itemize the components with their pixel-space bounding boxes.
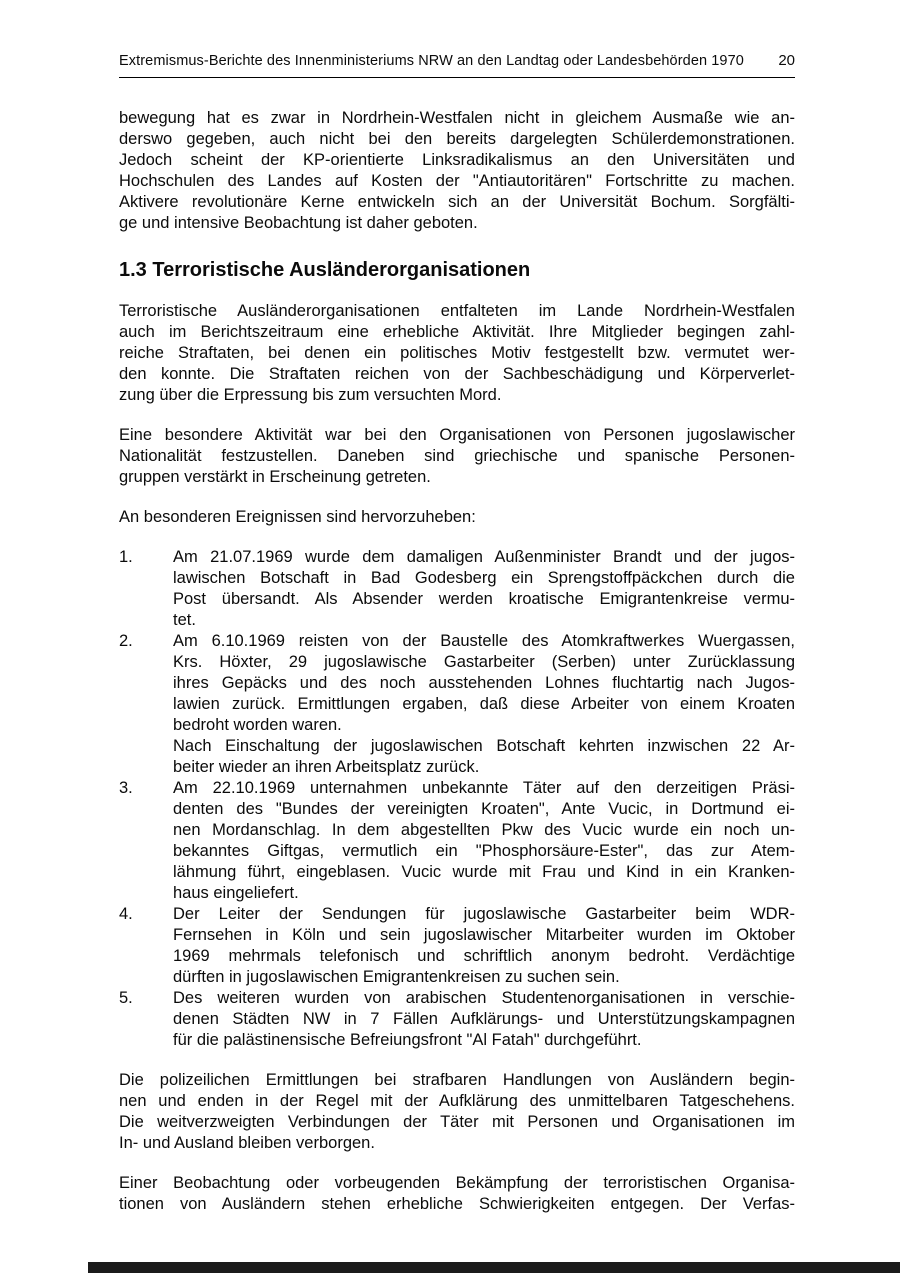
list-item	[119, 631, 795, 778]
body-paragraph	[119, 301, 795, 406]
text-line: Terroristische Ausländerorganisationen entfalteten im Lande Nordrhein-Westfalen	[119, 302, 795, 320]
list-item-text	[173, 631, 795, 778]
list-item-number: 5.	[119, 989, 133, 1007]
body-paragraph	[119, 108, 795, 234]
text-line: nen und enden in der Regel mit der Aufklärung des unmittelbaren Tatgeschehens.	[119, 1092, 795, 1110]
text-line: auch im Berichtszeitraum eine erhebliche Aktivität. Ihre Mitglieder begingen zahl-	[119, 323, 795, 341]
text-line: den konnte. Die Straftaten reichen von der Sachbeschädigung und Körperverlet-	[119, 365, 795, 383]
text-line: Post übersandt. Als Absender werden kroatische Emigrantenkreise vermu-	[173, 590, 795, 608]
text-line: bedroht worden waren.	[173, 716, 342, 734]
list-item	[119, 778, 795, 904]
text-line: derswo gegeben, auch nicht bei den bereits dargelegten Schülerdemonstrationen.	[119, 130, 795, 148]
body-paragraph	[119, 1173, 795, 1215]
text-line: Krs. Höxter, 29 jugoslawische Gastarbeiter (Serben) unter Zurücklassung	[173, 653, 795, 671]
list-item	[119, 904, 795, 988]
text-line: Am 6.10.1969 reisten von der Baustelle des Atomkraftwerkes Wuergassen,	[173, 632, 795, 650]
text-line: ihres Gepäcks und des noch ausstehenden Lohnes fluchtartig nach Jugos-	[173, 674, 795, 692]
list-item-text	[173, 547, 795, 631]
list-item-text	[173, 904, 795, 988]
list-item	[119, 547, 795, 631]
section-heading: 1.3 Terroristische Ausländerorganisationen	[119, 259, 531, 281]
text-line: denten des "Bundes der vereinigten Kroaten", Ante Vucic, in Dortmund ei-	[173, 800, 795, 818]
text-line: Jedoch scheint der KP-orientierte Linksradikalismus an den Universitäten und	[119, 151, 795, 169]
text-line: haus eingeliefert.	[173, 884, 299, 902]
body-paragraph	[119, 425, 795, 488]
text-line: Nach Einschaltung der jugoslawischen Botschaft kehrten inzwischen 22 Ar-	[173, 737, 795, 755]
list-item-number: 2.	[119, 632, 133, 650]
text-line: Fernsehen in Köln und sein jugoslawischer Mitarbeiter wurden im Oktober	[173, 926, 795, 944]
list-item-text	[173, 988, 795, 1051]
text-line: Die weitverzweigten Verbindungen der Täter mit Personen und Organisationen im	[119, 1113, 795, 1131]
text-line: lähmung führt, eingeblasen. Vucic wurde mit Frau und Kind in ein Kranken-	[173, 863, 795, 881]
text-line: Eine besondere Aktivität war bei den Organisationen von Personen jugoslawischer	[119, 426, 795, 444]
list-item-number: 4.	[119, 905, 133, 923]
text-line: dürften in jugoslawischen Emigrantenkreisen zu suchen sein.	[173, 968, 620, 986]
text-line: An besonderen Ereignissen sind hervorzuheben:	[119, 508, 476, 526]
text-line: 1969 mehrmals telefonisch und schriftlich anonym bedroht. Verdächtige	[173, 947, 795, 965]
text-line: reiche Straftaten, bei denen ein politisches Motiv festgestellt bzw. vermutet wer-	[119, 344, 795, 362]
text-line: beiter wieder an ihren Arbeitsplatz zurück.	[173, 758, 480, 776]
body-paragraph	[119, 507, 795, 528]
text-line: denen Städten NW in 7 Fällen Aufklärungs- und Unterstützungskampagnen	[173, 1010, 795, 1028]
scan-edge-artifact	[88, 1262, 900, 1273]
text-line: Am 21.07.1969 wurde dem damaligen Außenminister Brandt und der jugos-	[173, 548, 795, 566]
text-line: tet.	[173, 611, 196, 629]
text-line: Einer Beobachtung oder vorbeugenden Bekämpfung der terroristischen Organisa-	[119, 1174, 795, 1192]
text-line: zung über die Erpressung bis zum versuchten Mord.	[119, 386, 502, 404]
text-line: In- und Ausland bleiben verborgen.	[119, 1134, 375, 1152]
text-line: Des weiteren wurden von arabischen Studentenorganisationen in verschie-	[173, 989, 795, 1007]
list-item-text	[173, 778, 795, 904]
text-line: lawischen Botschaft in Bad Godesberg ein Sprengstoffpäckchen durch die	[173, 569, 795, 587]
text-line: Hochschulen des Landes auf Kosten der "Antiautoritären" Fortschritte zu machen.	[119, 172, 795, 190]
text-line: für die palästinensische Befreiungsfront "Al Fatah" durchgeführt.	[173, 1031, 642, 1049]
body-paragraph	[119, 1070, 795, 1154]
text-line: Am 22.10.1969 unternahmen unbekannte Täter auf den derzeitigen Präsi-	[173, 779, 795, 797]
text-line: Nationalität festzustellen. Daneben sind griechische und spanische Personen-	[119, 447, 795, 465]
page-number: 20	[778, 52, 795, 69]
text-line: nen Mordanschlag. In dem abgestellten Pkw des Vucic wurde ein noch un-	[173, 821, 795, 839]
text-line: gruppen verstärkt in Erscheinung getreten.	[119, 468, 431, 486]
text-line: bekanntes Giftgas, vermutlich ein "Phosphorsäure-Ester", das zur Atem-	[173, 842, 795, 860]
running-header-title: Extremismus-Berichte des Innenministeriums NRW an den Landtag oder Landesbehörden 1970	[119, 53, 744, 69]
text-line: bewegung hat es zwar in Nordrhein-Westfalen nicht in gleichem Ausmaße wie an-	[119, 109, 795, 127]
document-body	[119, 78, 795, 1215]
list-item-number: 3.	[119, 779, 133, 797]
text-line: Der Leiter der Sendungen für jugoslawische Gastarbeiter beim WDR-	[173, 905, 795, 923]
text-line: Aktivere revolutionäre Kerne entwickeln sich an der Universität Bochum. Sorgfälti-	[119, 193, 795, 211]
page-header	[119, 52, 795, 78]
text-line: lawien zurück. Ermittlungen ergaben, daß diese Arbeiter von einem Kroaten	[173, 695, 795, 713]
text-line: ge und intensive Beobachtung ist daher geboten.	[119, 214, 478, 232]
list-item-number: 1.	[119, 548, 133, 566]
text-line: Die polizeilichen Ermittlungen bei strafbaren Handlungen von Ausländern begin-	[119, 1071, 795, 1089]
list-item	[119, 988, 795, 1051]
text-line: tionen von Ausländern stehen erhebliche Schwierigkeiten entgegen. Der Verfas-	[119, 1195, 795, 1213]
numbered-list	[119, 547, 795, 1051]
